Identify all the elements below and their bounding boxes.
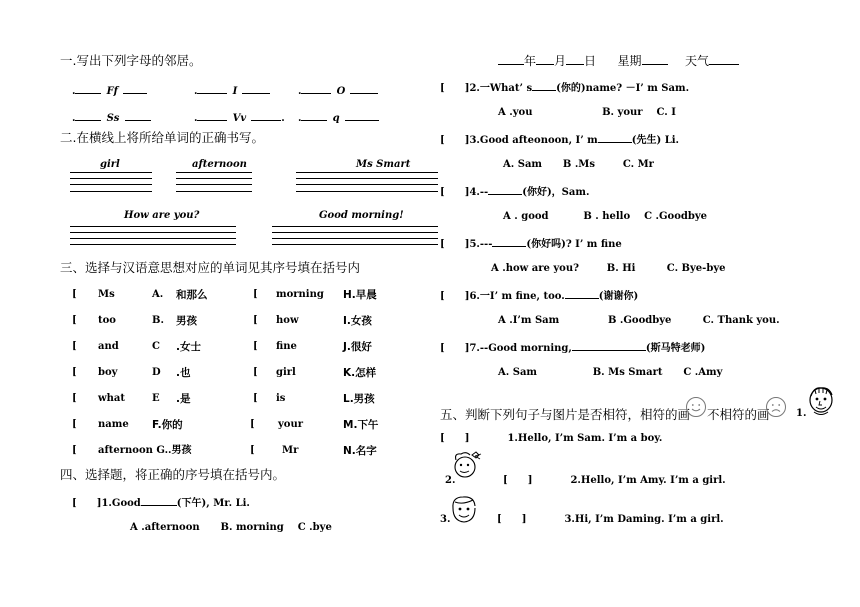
answer-blank[interactable] — [301, 112, 327, 121]
letter-neighbor-item-q: . q — [298, 108, 379, 124]
section5-title-b: 不相符的画 — [707, 407, 770, 422]
question-1: [ ]1.Good (下午), Mr. Li. — [72, 498, 250, 509]
letter-neighbor-item-ff: . Ff — [72, 81, 147, 97]
day-blank[interactable] — [566, 56, 584, 65]
answer-bracket-open[interactable]: [ — [72, 445, 77, 456]
question-3: [ ]3.Good afteonoon, I’ m (先生) Li. — [440, 135, 680, 146]
match-meaning-right: M.下午 — [343, 419, 379, 431]
question-2-options: A .you B. your C. I — [498, 107, 676, 118]
match-meaning-right: J.很好 — [343, 341, 372, 353]
answer-bracket-open[interactable]: [ — [72, 393, 77, 404]
answer-bracket-open[interactable]: [ — [72, 419, 77, 430]
answer-bracket-open[interactable]: [ — [250, 419, 255, 430]
match-meaning-left: 男孩 — [176, 315, 197, 327]
answer-blank[interactable] — [532, 82, 556, 91]
answer-bracket-open[interactable]: [ — [253, 367, 258, 378]
section1-title: 一.写出下列字母的邻居。 — [60, 53, 202, 68]
answer-bracket-open[interactable]: [ — [503, 475, 508, 486]
match-word-left: Ms — [98, 289, 115, 300]
answer-bracket-open[interactable]: [ — [72, 341, 77, 352]
question-3-options: A. Sam B .Ms C. Mr — [503, 159, 654, 170]
section4-title: 四、选择题，将正确的序号填在括号内。 — [60, 467, 286, 482]
answer-blank[interactable] — [492, 238, 526, 247]
answer-bracket-open[interactable]: [ — [440, 343, 445, 354]
answer-blank[interactable] — [251, 112, 281, 121]
match-word-right: is — [276, 393, 286, 404]
weather-blank[interactable] — [709, 56, 739, 65]
match-meaning-left: .是 — [176, 393, 191, 405]
copy-word-afternoon: afternoon — [192, 159, 247, 170]
answer-bracket-open[interactable]: [ — [440, 187, 445, 198]
letter-neighbor-item-ss: . Ss — [72, 108, 151, 124]
answer-bracket-open[interactable]: [ — [440, 433, 445, 444]
letter-neighbor-item-o: . O — [298, 81, 378, 97]
match-meaning-right: H.早晨 — [343, 289, 377, 301]
match-meaning-left: 和那么 — [176, 289, 208, 301]
answer-bracket-open[interactable]: [ — [253, 289, 258, 300]
question-6-options: A .I’m Sam B .Goodbye C. Thank you. — [498, 315, 780, 326]
match-word-right: fine — [276, 341, 297, 352]
year-blank[interactable] — [498, 56, 524, 65]
match-word-left: what — [98, 393, 125, 404]
match-word-right: how — [276, 315, 299, 326]
answer-blank[interactable] — [345, 112, 379, 121]
match-meaning-right: I.女孩 — [343, 315, 372, 327]
match-meaning-left: .女士 — [176, 341, 201, 353]
section5-title: 五、判断下列句子与图片是否相符，相符的画 — [440, 407, 691, 422]
weekday-blank[interactable] — [642, 56, 668, 65]
answer-bracket-open[interactable]: [ — [72, 367, 77, 378]
judge-row-1: [ ] 1.Hello, I’m Sam. I’m a boy. — [440, 433, 663, 444]
answer-blank[interactable] — [301, 85, 331, 94]
match-word-right: morning — [276, 289, 324, 300]
match-word-right: girl — [276, 367, 296, 378]
question-4-options: A . good B . hello C .Goodbye — [503, 211, 708, 222]
daming-face-picture-icon — [449, 494, 479, 526]
copy-word-ms-smart: Ms Smart — [356, 159, 411, 170]
answer-blank[interactable] — [565, 290, 599, 299]
letter-neighbor-item-i: . I — [194, 81, 270, 97]
answer-blank[interactable] — [572, 342, 646, 351]
smiley-face-icon — [685, 396, 707, 418]
answer-bracket-open[interactable]: [ — [250, 445, 255, 456]
answer-blank[interactable] — [197, 85, 227, 94]
match-meaning-left: F.你的 — [152, 419, 183, 431]
answer-blank[interactable] — [75, 85, 101, 94]
question-2: [ ]2.一What’ s (你的)name? －I’ m Sam. — [440, 83, 690, 94]
question-7: [ ]7.--Good morning, (斯马特老师) — [440, 343, 706, 354]
match-option-letter: D — [152, 367, 161, 378]
match-meaning-right: K.怎样 — [343, 367, 377, 379]
answer-bracket-open[interactable]: [ — [440, 83, 445, 94]
match-word-right: Mr — [282, 445, 299, 456]
match-meaning-right: N.名字 — [343, 445, 377, 457]
answer-blank[interactable] — [197, 112, 227, 121]
match-meaning-right: L.男孩 — [343, 393, 375, 405]
date-weather-header: 年 月 日 星期 天气 — [498, 55, 739, 68]
answer-bracket-open[interactable]: [ — [440, 135, 445, 146]
answer-blank[interactable] — [598, 134, 632, 143]
match-word-left: name — [98, 419, 129, 430]
answer-bracket-open[interactable]: [ — [253, 393, 258, 404]
copy-word-good-morning: Good morning! — [319, 210, 404, 221]
copy-word-girl: girl — [100, 159, 120, 170]
answer-bracket-open[interactable]: [ — [440, 291, 445, 302]
item-number-2: 2. — [445, 475, 456, 486]
question-6: [ ]6.一I’ m fine, too. (谢谢你) — [440, 291, 639, 302]
match-option-letter: E — [152, 393, 160, 404]
month-blank[interactable] — [536, 56, 554, 65]
answer-bracket-open[interactable]: [ — [253, 341, 258, 352]
match-option-letter: B. — [152, 315, 164, 326]
sad-face-icon — [765, 396, 787, 418]
answer-blank[interactable] — [242, 85, 270, 94]
answer-bracket-open[interactable]: [ — [253, 315, 258, 326]
boy-face-picture-icon — [806, 384, 836, 418]
question-1-options: A .afternoon B. morning C .bye — [130, 522, 332, 533]
answer-blank[interactable] — [75, 112, 101, 121]
section3-title: 三、选择与汉语意思想对应的单词见其序号填在括号内 — [60, 260, 361, 275]
item-number-1: 1. — [796, 408, 807, 419]
question-5: [ ]5.--- (你好吗)? I’ m fine — [440, 239, 622, 250]
section2-title: 二.在横线上将所给单词的正确书写。 — [60, 130, 264, 145]
letter-neighbor-item-vv: . Vv . — [194, 113, 285, 124]
answer-bracket-open[interactable]: [ — [72, 498, 77, 509]
question-5-options: A .how are you? B. Hi C. Bye-bye — [491, 263, 726, 274]
match-meaning-left: .也 — [176, 367, 191, 379]
answer-blank[interactable] — [123, 85, 147, 94]
answer-blank[interactable] — [141, 497, 177, 506]
question-4: [ ]4.-- (你好)，Sam. — [440, 187, 590, 198]
answer-bracket-open[interactable]: [ — [72, 315, 77, 326]
match-word-right: your — [278, 419, 304, 430]
copy-word-how-are-you: How are you? — [124, 210, 200, 221]
match-word-left: boy — [98, 367, 118, 378]
match-option-letter: C — [152, 341, 160, 352]
answer-bracket-open[interactable]: [ — [72, 289, 77, 300]
judge-row-3: [ ] 3.Hi, I’m Daming. I’m a girl. — [497, 514, 724, 525]
answer-bracket-open[interactable]: [ — [497, 514, 502, 525]
question-7-options: A. Sam B. Ms Smart C .Amy — [498, 367, 723, 378]
answer-blank[interactable] — [488, 186, 522, 195]
answer-blank[interactable] — [350, 85, 378, 94]
item-number-3: 3. — [440, 514, 451, 525]
match-option-letter: A. — [152, 289, 164, 300]
answer-bracket-open[interactable]: [ — [440, 239, 445, 250]
match-word-left: afternoon G..男孩 — [98, 445, 192, 456]
match-word-left: too — [98, 315, 116, 326]
answer-blank[interactable] — [125, 112, 151, 121]
judge-row-2: [ ] 2.Hello, I’m Amy. I’m a girl. — [503, 475, 726, 486]
match-word-left: and — [98, 341, 119, 352]
